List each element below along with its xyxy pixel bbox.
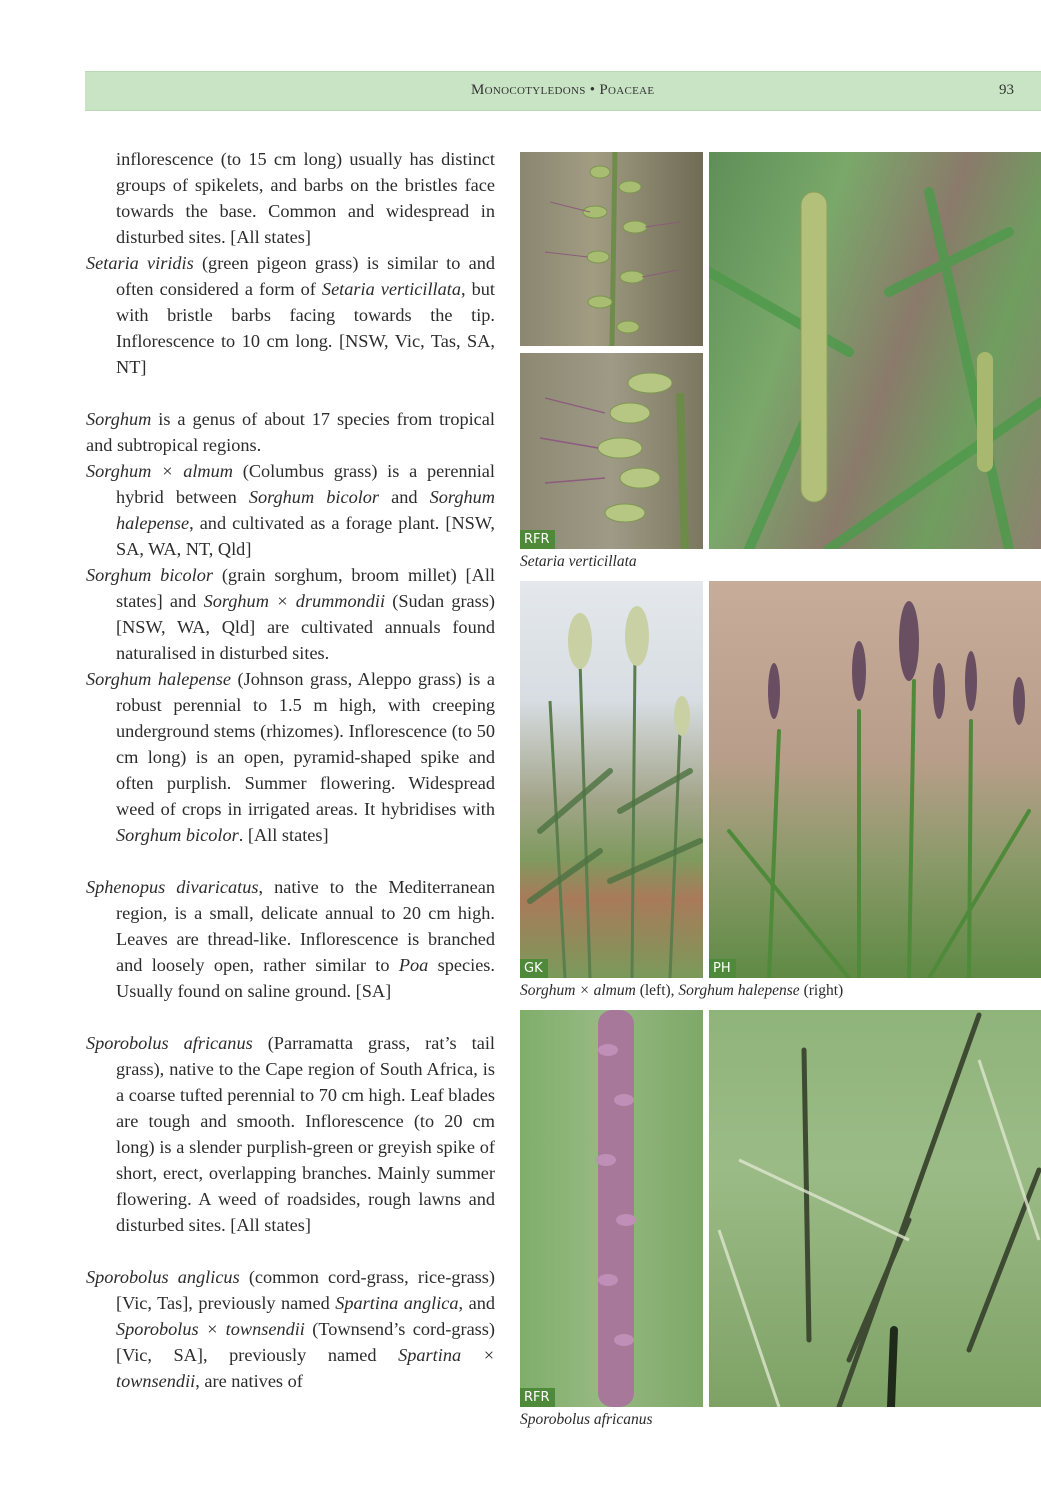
photo-credit-badge: GK — [520, 959, 548, 978]
spikelet-cluster-illustration — [520, 353, 703, 549]
photo-setaria-plant — [709, 152, 1041, 549]
johnson-grass-illustration — [709, 581, 1041, 978]
species-name: Setaria viridis — [86, 253, 194, 273]
species-name: Sphenopus divaricatus — [86, 877, 259, 897]
grass-field-illustration — [709, 1010, 1041, 1407]
photo-credit-badge: RFR — [520, 530, 555, 549]
photo-sorghum-almum — [520, 581, 703, 978]
photo-setaria-closeup-top — [520, 152, 703, 346]
entry-setaria-viridis: Setaria viridis (green pigeon grass) is similar to and often considered a form of Setaria verticillata, but with bristle barbs facing towards the tip. Inflorescence to 10 cm long. [NSW, Vic, Tas, SA, NT] — [86, 253, 495, 377]
entry-sphenopus-divaricatus: Sphenopus divaricatus, native to the Mediterranean region, is a small, delicate annual to 20 cm high. Leaves are thread-like. Inflorescence is branched and loosely open, rather similar to Poa species. Usually found on saline ground. [SA] — [86, 877, 495, 1001]
entry-sorghum-halepense: Sorghum halepense (Johnson grass, Aleppo grass) is a robust perennial to 1.5 m high, with creeping underground stems (rhizomes). Inflorescence (to 50 cm long) is an open, pyramid-shaped spike and often purplish. Summer flowering. Widespread weed of crops in irrigated areas. It hybridises with Sorghum bicolor. [All states] — [86, 669, 496, 845]
species-name: Sorghum × almum — [86, 461, 233, 481]
photo-setaria-closeup-bottom — [520, 353, 703, 549]
figure-caption: Setaria verticillata — [520, 553, 637, 570]
photo-sorghum-halepense — [709, 581, 1041, 978]
photo-sporobolus-plants — [709, 1010, 1041, 1407]
species-name: Sorghum halepense — [86, 669, 231, 689]
grass-plant-illustration — [709, 152, 1041, 549]
photo-credit-badge: PH — [709, 959, 736, 978]
photo-credit-badge: RFR — [520, 1388, 555, 1407]
body-text-column — [86, 146, 495, 1394]
entry-sporobolus-anglicus: Sporobolus anglicus (common cord-grass, rice-grass) [Vic, Tas], previously named Spartina anglica, and Sporobolus × townsendii (Townsend’s cord-grass) [Vic, SA], previously named Spartina × townsendii, are natives of — [86, 1267, 495, 1391]
genus-name: Sorghum — [86, 409, 152, 429]
entry-continuation: inflorescence (to 15 cm long) usually has distinct groups of spikelets, and barbs on the bristles face towards the base. Common and widespread in disturbed sites. [All states] — [116, 149, 495, 247]
figure-caption: Sorghum × almum (left), Sorghum halepense (right) — [520, 982, 844, 999]
photo-sporobolus-spike — [520, 1010, 703, 1407]
species-name: Sporobolus africanus — [86, 1033, 253, 1053]
entry-sporobolus-africanus: Sporobolus africanus (Parramatta grass, rat’s tail grass), native to the Cape region of South Africa, is a coarse tufted perennial to 70 cm high. Leaf blades are tough and smooth. Inflorescence (to 20 cm long) is a slender purplish-green or greyish spike of short, erect, overlapping branches. Mainly summer flowering. A weed of roadsides, rough lawns and disturbed sites. [All states] — [86, 1033, 496, 1235]
entry-sorghum-genus: Sorghum is a genus of about 17 species from tropical and subtropical regions. — [86, 409, 495, 455]
species-name: Sporobolus anglicus — [86, 1267, 240, 1287]
running-head: Monocotyledons • Poaceae — [471, 82, 655, 98]
running-header-band — [85, 71, 1041, 111]
grass-spike-illustration — [520, 152, 703, 346]
entry-sorghum-almum: Sorghum × almum (Columbus grass) is a perennial hybrid between Sorghum bicolor and Sorghum halepense, and cultivated as a forage plant. [NSW, SA, WA, NT, Qld] — [86, 461, 495, 559]
figure-caption: Sporobolus africanus — [520, 1411, 653, 1428]
purple-spike-illustration — [520, 1010, 703, 1407]
page-number: 93 — [999, 82, 1014, 98]
species-name: Sorghum bicolor — [86, 565, 213, 585]
sorghum-plants-illustration — [520, 581, 703, 978]
entry-sorghum-bicolor: Sorghum bicolor (grain sorghum, broom millet) [All states] and Sorghum × drummondii (Sudan grass) [NSW, WA, Qld] are cultivated annuals found naturalised in disturbed sites. — [86, 565, 495, 663]
